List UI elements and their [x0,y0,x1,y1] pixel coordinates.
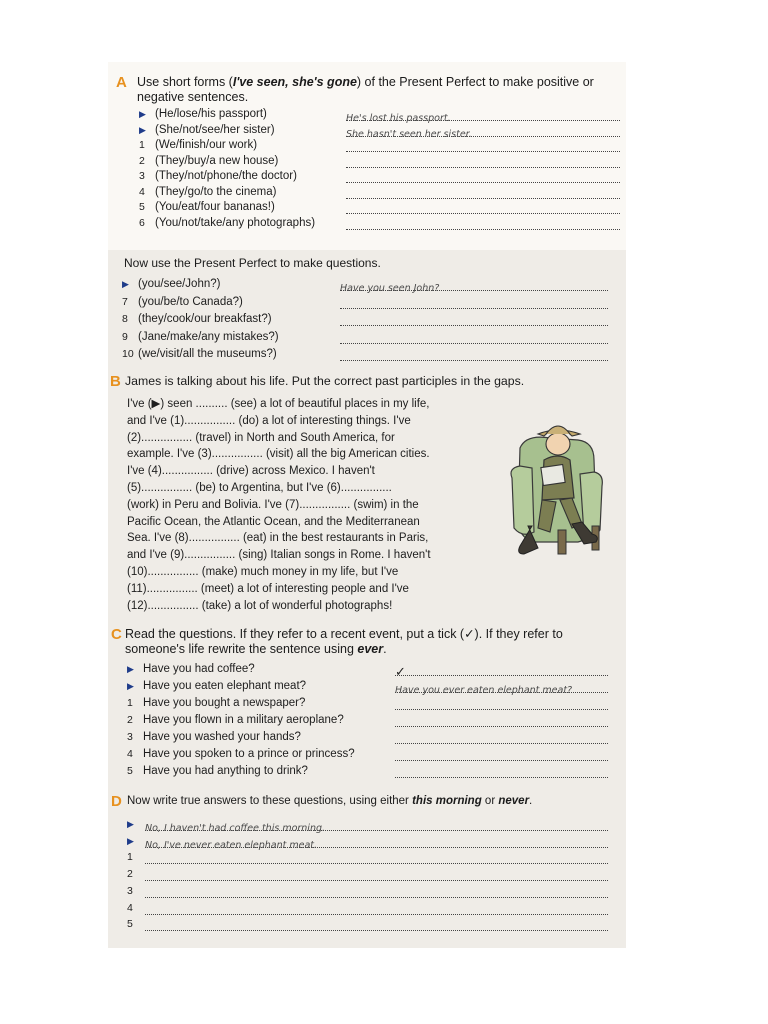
man-reading-in-armchair-illustration [498,408,610,568]
item-marker: 5 [127,918,133,931]
paragraph-line: (11)................ (meet) a lot of interesting people and I've [127,582,409,595]
paragraph-line: and I've (1)................ (do) a lot of interesting things. I've [127,414,411,427]
answer-line[interactable] [346,108,620,124]
handwritten-answer: She hasn't seen her sister. [346,128,472,140]
paragraph-line: (12)................ (take) a lot of wonderful photographs! [127,599,393,612]
exercise-row [122,330,279,345]
answer-line[interactable] [346,124,620,140]
exercise-row [139,123,275,138]
instruction-text: . [529,795,533,807]
instruction-text: ) of the Present Perfect to make positive or [356,75,594,89]
item-marker: 7 [122,295,128,308]
section-a-letter: A [116,74,127,91]
item-prompt: (they/cook/our breakfast?) [138,313,272,325]
exercise-row [127,884,143,899]
item-prompt: (She/not/see/her sister) [155,123,275,136]
exercise-row [127,747,355,762]
item-marker: 3 [139,170,145,182]
section-b-paragraph [127,396,431,614]
item-question: Have you bought a newspaper? [143,697,306,709]
answer-line[interactable] [395,731,608,744]
answer-line[interactable] [395,663,608,680]
exercise-row [127,917,143,932]
exercise-row [139,154,278,169]
handwritten-answer: ✓ [395,665,406,680]
item-marker: ▶ [127,835,134,846]
paragraph-line: (5)................ (be) to Argentina, but I've (6)................ [127,481,392,494]
answer-line[interactable] [340,331,608,344]
section-d-instruction [127,794,532,809]
instruction-emphasis: ever [357,642,384,656]
item-marker: 4 [139,185,145,198]
answer-line[interactable] [395,680,608,696]
exercise-row [127,817,143,832]
item-marker: 1 [127,851,133,864]
paragraph-line: Pacific Ocean, the Atlantic Ocean, and the Mediterranean [127,515,420,528]
answer-line[interactable] [395,714,608,727]
answer-line[interactable] [395,697,608,710]
item-marker: ▶ [127,819,134,829]
item-marker: ▶ [139,124,146,135]
exercise-row [127,679,306,694]
item-question: Have you had anything to drink? [143,765,308,777]
exercise-row [127,662,255,677]
paragraph-line: I've (▶) seen .......... (see) a lot of beautiful places in my life, [127,398,430,410]
exercise-row [122,347,277,362]
answer-line[interactable] [346,155,620,168]
item-marker: 5 [127,765,133,777]
item-marker: 2 [139,154,145,167]
answer-line[interactable] [145,902,608,915]
item-prompt: (They/go/to the cinema) [155,185,277,198]
answer-line[interactable] [145,835,608,851]
item-prompt: (He/lose/his passport) [155,108,267,120]
exercise-row [139,169,297,184]
item-prompt: (You/eat/four bananas!) [155,201,275,213]
item-marker: ▶ [122,279,129,289]
answer-line[interactable] [340,313,608,326]
item-prompt: (You/not/take/any photographs) [155,216,316,229]
paragraph-line: and I've (9)................ (sing) Italian songs in Rome. I haven't [127,549,431,562]
answer-line[interactable] [145,818,608,834]
handwritten-answer: No, I've never eaten elephant meat. [145,839,318,851]
item-question: Have you flown in a military aeroplane? [143,714,344,726]
answer-line[interactable] [340,348,608,361]
item-prompt: (They/not/phone/the doctor) [155,170,297,182]
paragraph-line: I've (4)................ (drive) across Mexico. I haven't [127,465,375,478]
item-marker: 2 [127,714,133,726]
item-question: Have you spoken to a prince or princess? [143,748,355,760]
section-d-letter: D [111,793,122,810]
handwritten-answer: He's lost his passport. [346,113,451,124]
section-b-instruction: James is talking about his life. Put the correct past participles in the gaps. [125,374,525,388]
answer-line[interactable] [340,278,608,294]
answer-line[interactable] [145,851,608,864]
exercise-row [127,713,344,728]
item-prompt: (you/be/to Canada?) [138,295,243,308]
exercise-row [122,277,220,292]
item-prompt: (They/buy/a new house) [155,154,279,167]
exercise-row [139,200,275,215]
item-marker: 4 [127,901,133,914]
item-marker: 5 [139,201,145,213]
item-marker: 1 [127,697,133,709]
instruction-text: Now write true answers to these questions, using either [127,795,413,807]
item-marker: 3 [127,884,133,897]
answer-line[interactable] [346,186,620,199]
answer-line[interactable] [145,868,608,881]
answer-line[interactable] [145,918,608,931]
item-marker: 6 [139,216,145,229]
item-marker: ▶ [139,109,146,119]
answer-line[interactable] [395,748,608,761]
exercise-row [127,696,305,711]
instruction-text: Use short forms ( [137,75,233,89]
exercise-row [127,850,143,865]
answer-line[interactable] [145,885,608,898]
section-a-instruction [137,75,594,105]
item-marker: 3 [127,731,133,743]
answer-line[interactable] [346,217,620,230]
paragraph-line: (10)................ (make) much money in my life, but I've [127,565,399,578]
instruction-text: or [481,795,499,807]
section-b-letter: B [110,373,121,390]
item-marker: 10 [122,348,134,360]
instruction-text: someone's life rewrite the sentence using [125,642,358,656]
exercise-row [139,185,276,200]
questions-instruction: Now use the Present Perfect to make questions. [124,256,381,270]
paragraph-line: example. I've (3)................ (visit) all the big American cities. [127,448,430,461]
instruction-text: . [383,642,387,656]
exercise-row [127,901,143,916]
instruction-emphasis: I've seen, she's gone [232,75,357,89]
paragraph-line: (2)................ (travel) in North and South America, for [127,431,395,444]
exercise-row [139,138,257,153]
instruction-emphasis: this morning [412,795,482,807]
exercise-row [139,107,267,122]
item-marker: 4 [127,748,133,760]
handwritten-answer: Have you ever eaten elephant meat? [395,685,573,696]
answer-line[interactable] [346,170,620,183]
exercise-row [122,312,272,327]
handwritten-answer: No, I haven't had coffee this morning. [145,823,326,834]
section-c-letter: C [111,626,122,643]
section-c-instruction [125,627,563,657]
exercise-row [127,834,143,849]
answer-line[interactable] [346,139,620,152]
instruction-text: negative sentences. [137,90,249,104]
item-question: Have you eaten elephant meat? [143,680,307,692]
instruction-text: Read the questions. If they refer to a recent event, put a tick (✓). If they refer to [125,627,563,641]
exercise-row [139,216,315,231]
item-prompt: (Jane/make/any mistakes?) [138,330,279,343]
exercise-row [122,295,243,310]
instruction-emphasis: never [498,795,530,807]
answer-line[interactable] [395,765,608,778]
handwritten-answer: Have you seen John? [340,283,440,294]
item-prompt: (we/visit/all the museums?) [138,348,277,360]
item-marker: 9 [122,330,128,343]
answer-line[interactable] [346,201,620,214]
item-marker: ▶ [127,681,134,691]
exercise-row [127,730,301,745]
answer-line[interactable] [340,296,608,309]
item-question: Have you washed your hands? [143,731,301,743]
item-marker: 2 [127,868,133,881]
exercise-row [127,764,308,779]
item-marker: 1 [139,139,145,151]
exercise-row [127,867,143,882]
paragraph-line: Sea. I've (8)................ (eat) in the best restaurants in Paris, [127,532,429,545]
item-question: Have you had coffee? [143,663,255,675]
item-prompt: (you/see/John?) [138,278,221,290]
item-marker: ▶ [127,664,134,674]
item-prompt: (We/finish/our work) [155,139,258,151]
paragraph-line: (work) in Peru and Bolivia. I've (7)................ (swim) in the [127,498,419,511]
item-marker: 8 [122,313,128,325]
